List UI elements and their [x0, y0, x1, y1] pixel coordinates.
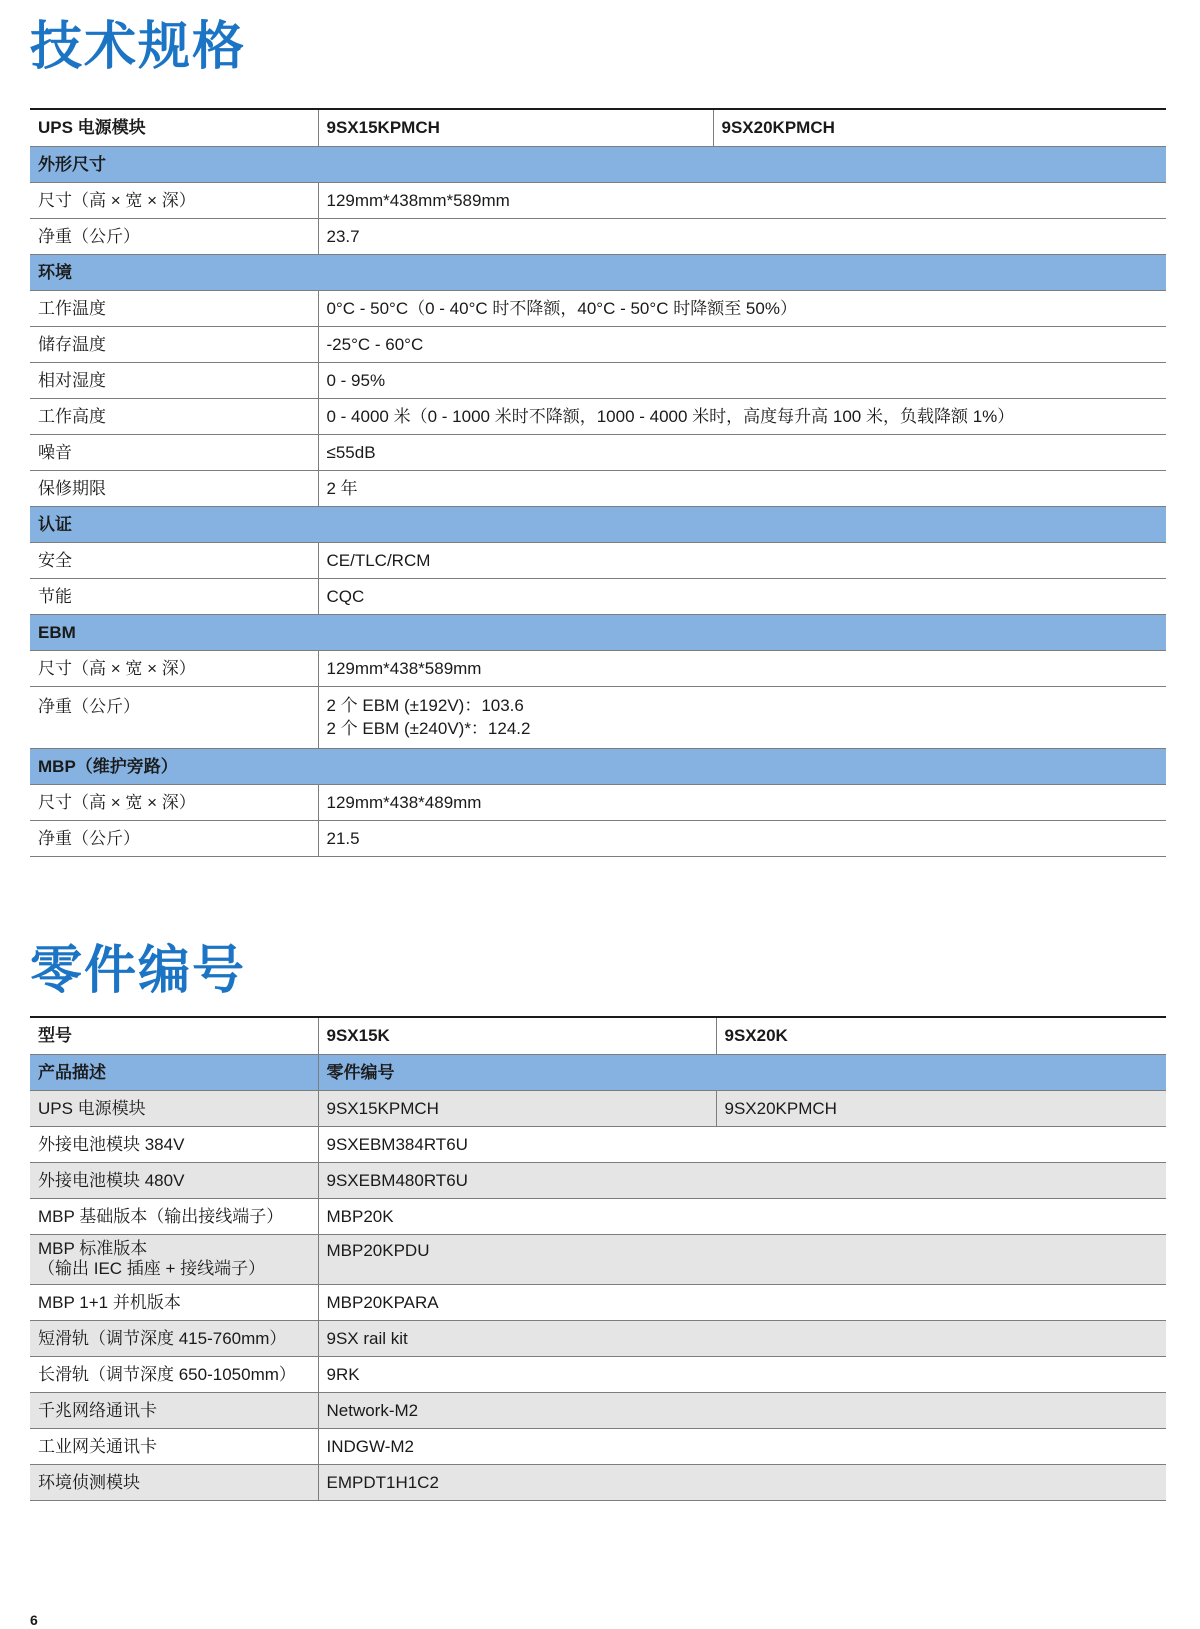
- spec-value-line-1: 2 个 EBM (±192V)：103.6: [326, 696, 524, 715]
- page-number: 6: [30, 1612, 38, 1628]
- section-title: MBP（维护旁路）: [30, 748, 1166, 784]
- parts-row: [30, 1090, 1166, 1126]
- section-title: 环境: [30, 254, 1166, 290]
- spec-row: [30, 218, 1166, 254]
- spec-row: [30, 362, 1166, 398]
- section-row: [30, 146, 1166, 182]
- parts-header-row: [30, 1017, 1166, 1054]
- part-description: 工业网关通讯卡: [30, 1428, 318, 1464]
- section-row: [30, 748, 1166, 784]
- parts-row: [30, 1284, 1166, 1320]
- section-title: 外形尺寸: [30, 146, 1166, 182]
- spec-label: 尺寸（高 × 宽 × 深）: [30, 650, 318, 686]
- spec-value: ≤55dB: [318, 434, 1166, 470]
- spec-label: 工作温度: [30, 290, 318, 326]
- spec-label: 保修期限: [30, 470, 318, 506]
- parts-subheader-description: 产品描述: [30, 1054, 318, 1090]
- spec-value: 2 年: [318, 470, 1166, 506]
- spec-value: 23.7: [318, 218, 1166, 254]
- spec-header-label: UPS 电源模块: [30, 109, 318, 146]
- part-description-line-2: （输出 IEC 插座 + 接线端子）: [38, 1259, 266, 1278]
- parts-title: 零件编号: [30, 941, 247, 1001]
- spec-row: [30, 470, 1166, 506]
- spec-label: 噪音: [30, 434, 318, 470]
- parts-row: [30, 1234, 1166, 1284]
- spec-value: 0°C - 50°C（0 - 40°C 时不降额，40°C - 50°C 时降额至 50%）: [318, 290, 1166, 326]
- part-description: 环境侦测模块: [30, 1464, 318, 1500]
- parts-row: [30, 1198, 1166, 1234]
- part-number: MBP20KPDU: [318, 1234, 1166, 1284]
- part-description-line-1: MBP 标准版本: [38, 1239, 148, 1258]
- spec-row: [30, 290, 1166, 326]
- part-number: EMPDT1H1C2: [318, 1464, 1166, 1500]
- section-row: [30, 254, 1166, 290]
- parts-row: [30, 1320, 1166, 1356]
- spec-row: [30, 398, 1166, 434]
- part-number: Network-M2: [318, 1392, 1166, 1428]
- part-number: 9SXEBM480RT6U: [318, 1162, 1166, 1198]
- part-description: MBP 基础版本（输出接线端子）: [30, 1198, 318, 1234]
- section-row: [30, 614, 1166, 650]
- spec-row: [30, 542, 1166, 578]
- part-number: MBP20KPARA: [318, 1284, 1166, 1320]
- spec-value-multiline: [318, 686, 1166, 748]
- part-description: 短滑轨（调节深度 415-760mm）: [30, 1320, 318, 1356]
- spec-label: 尺寸（高 × 宽 × 深）: [30, 182, 318, 218]
- spec-value: 129mm*438*589mm: [318, 650, 1166, 686]
- parts-header-model-2: 9SX20K: [716, 1017, 1166, 1054]
- spec-label: 安全: [30, 542, 318, 578]
- spec-value: 129mm*438*489mm: [318, 784, 1166, 820]
- parts-row: [30, 1162, 1166, 1198]
- parts-table: [30, 1016, 1166, 1501]
- part-number: 9SX15KPMCH: [318, 1090, 716, 1126]
- parts-row: [30, 1428, 1166, 1464]
- parts-row: [30, 1356, 1166, 1392]
- parts-subheader-number: 零件编号: [318, 1054, 1166, 1090]
- spec-row: [30, 784, 1166, 820]
- spec-row: [30, 650, 1166, 686]
- part-number: 9SXEBM384RT6U: [318, 1126, 1166, 1162]
- spec-row: [30, 182, 1166, 218]
- spec-value: 129mm*438mm*589mm: [318, 182, 1166, 218]
- spec-value: CE/TLC/RCM: [318, 542, 1166, 578]
- spec-label: 节能: [30, 578, 318, 614]
- part-description-multiline: [30, 1234, 318, 1284]
- part-description: 千兆网络通讯卡: [30, 1392, 318, 1428]
- section-title: 认证: [30, 506, 1166, 542]
- part-description: 外接电池模块 480V: [30, 1162, 318, 1198]
- spec-row: [30, 434, 1166, 470]
- part-description: MBP 1+1 并机版本: [30, 1284, 318, 1320]
- spec-header-row: [30, 109, 1166, 146]
- spec-row: [30, 820, 1166, 856]
- parts-row: [30, 1464, 1166, 1500]
- part-description: UPS 电源模块: [30, 1090, 318, 1126]
- spec-title: 技术规格: [30, 17, 247, 77]
- spec-table: [30, 108, 1166, 857]
- spec-label: 净重（公斤）: [30, 218, 318, 254]
- spec-value-line-2: 2 个 EBM (±240V)*：124.2: [326, 719, 531, 738]
- spec-row: [30, 578, 1166, 614]
- spec-value: -25°C - 60°C: [318, 326, 1166, 362]
- part-number: 9SX rail kit: [318, 1320, 1166, 1356]
- part-number: 9RK: [318, 1356, 1166, 1392]
- part-number-alt: 9SX20KPMCH: [716, 1090, 1166, 1126]
- spec-value: 0 - 4000 米（0 - 1000 米时不降额，1000 - 4000 米时，高度每升高 100 米，负载降额 1%）: [318, 398, 1166, 434]
- spec-label: 净重（公斤）: [30, 686, 318, 748]
- spec-row: [30, 326, 1166, 362]
- part-number: INDGW-M2: [318, 1428, 1166, 1464]
- spec-header-model-2: 9SX20KPMCH: [713, 109, 1166, 146]
- spec-row: [30, 686, 1166, 748]
- part-description: 外接电池模块 384V: [30, 1126, 318, 1162]
- part-description: 长滑轨（调节深度 650-1050mm）: [30, 1356, 318, 1392]
- section-title: EBM: [30, 614, 1166, 650]
- spec-header-model-1: 9SX15KPMCH: [318, 109, 713, 146]
- spec-label: 净重（公斤）: [30, 820, 318, 856]
- spec-label: 相对湿度: [30, 362, 318, 398]
- spec-label: 工作高度: [30, 398, 318, 434]
- spec-value: CQC: [318, 578, 1166, 614]
- parts-header-model-1: 9SX15K: [318, 1017, 716, 1054]
- parts-subheader-row: [30, 1054, 1166, 1090]
- parts-header-label: 型号: [30, 1017, 318, 1054]
- section-row: [30, 506, 1166, 542]
- part-number: MBP20K: [318, 1198, 1166, 1234]
- parts-row: [30, 1392, 1166, 1428]
- spec-value: 21.5: [318, 820, 1166, 856]
- spec-value: 0 - 95%: [318, 362, 1166, 398]
- spec-label: 储存温度: [30, 326, 318, 362]
- parts-row: [30, 1126, 1166, 1162]
- spec-label: 尺寸（高 × 宽 × 深）: [30, 784, 318, 820]
